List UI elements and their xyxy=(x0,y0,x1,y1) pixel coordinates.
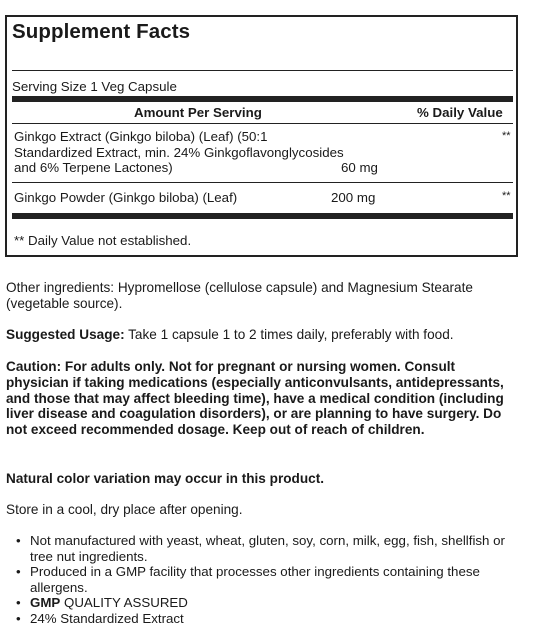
row-1-line-3: and 6% Terpene Lactones) xyxy=(14,160,173,175)
storage-instructions: Store in a cool, dry place after opening. xyxy=(6,502,243,517)
serving-size: Serving Size 1 Veg Capsule xyxy=(12,79,177,94)
bullet-icon: • xyxy=(16,564,21,580)
other-ingredients: Other ingredients: Hypromellose (cellulose capsule) and Magnesium Stearate (vegetable source). xyxy=(6,280,473,311)
suggested-usage-text: Take 1 capsule 1 to 2 times daily, preferably with food. xyxy=(124,327,454,342)
bullet-icon: • xyxy=(16,533,21,548)
list-item xyxy=(16,533,516,564)
list-item xyxy=(16,595,516,611)
daily-value-footnote: ** Daily Value not established. xyxy=(14,233,192,248)
list-item-text: QUALITY ASSURED xyxy=(60,595,188,611)
row-1-line-1: Ginkgo Extract (Ginkgo biloba) (Leaf) (50:1 xyxy=(14,129,268,144)
row-2-name: Ginkgo Powder (Ginkgo biloba) (Leaf) xyxy=(14,190,238,205)
suggested-usage-label: Suggested Usage: xyxy=(6,327,125,342)
row-2-daily-value: ** xyxy=(502,190,511,202)
bullet-icon: • xyxy=(16,610,21,626)
list-item-text: Not manufactured with yeast, wheat, gluten, soy, corn, milk, egg, fish, shellfish or tree nut ingredients. xyxy=(30,533,505,564)
row-1-daily-value: ** xyxy=(502,130,511,142)
row-2-amount: 200 mg xyxy=(331,190,376,205)
rows-bottom-divider xyxy=(12,213,513,219)
row-1-amount: 60 mg xyxy=(341,160,378,175)
list-item-text: 24% Standardized Extract xyxy=(30,610,184,626)
list-item-text: Produced in a GMP facility that processes other ingredients containing these allergens. xyxy=(30,564,480,595)
serving-divider xyxy=(12,96,513,102)
header-amount-per-serving: Amount Per Serving xyxy=(134,105,262,120)
list-item xyxy=(16,564,516,595)
gmp-label: GMP xyxy=(30,595,61,611)
row-divider xyxy=(12,182,513,183)
row-1-line-2: Standardized Extract, min. 24% Ginkgoflavonglycosides xyxy=(14,145,344,160)
caution-warning: Caution: For adults only. Not for pregnant or nursing women. Consult physician if taking medications (especially anticonvulsants, antidepressants, and those that may affect bleeding time), have a medical condition (including liver disease and coagulation disorders), or are planning to have surgery. Do not exceed recommended dosage. Keep out of reach of children. xyxy=(6,359,504,438)
header-daily-value: % Daily Value xyxy=(417,105,503,120)
title-divider xyxy=(12,70,513,71)
header-divider xyxy=(12,123,513,124)
facts-title: Supplement Facts xyxy=(12,20,191,43)
bullet-icon: • xyxy=(16,595,21,611)
suggested-usage xyxy=(6,327,521,343)
color-variation-note: Natural color variation may occur in this product. xyxy=(6,471,325,486)
list-item xyxy=(16,611,516,627)
feature-list xyxy=(16,533,516,627)
